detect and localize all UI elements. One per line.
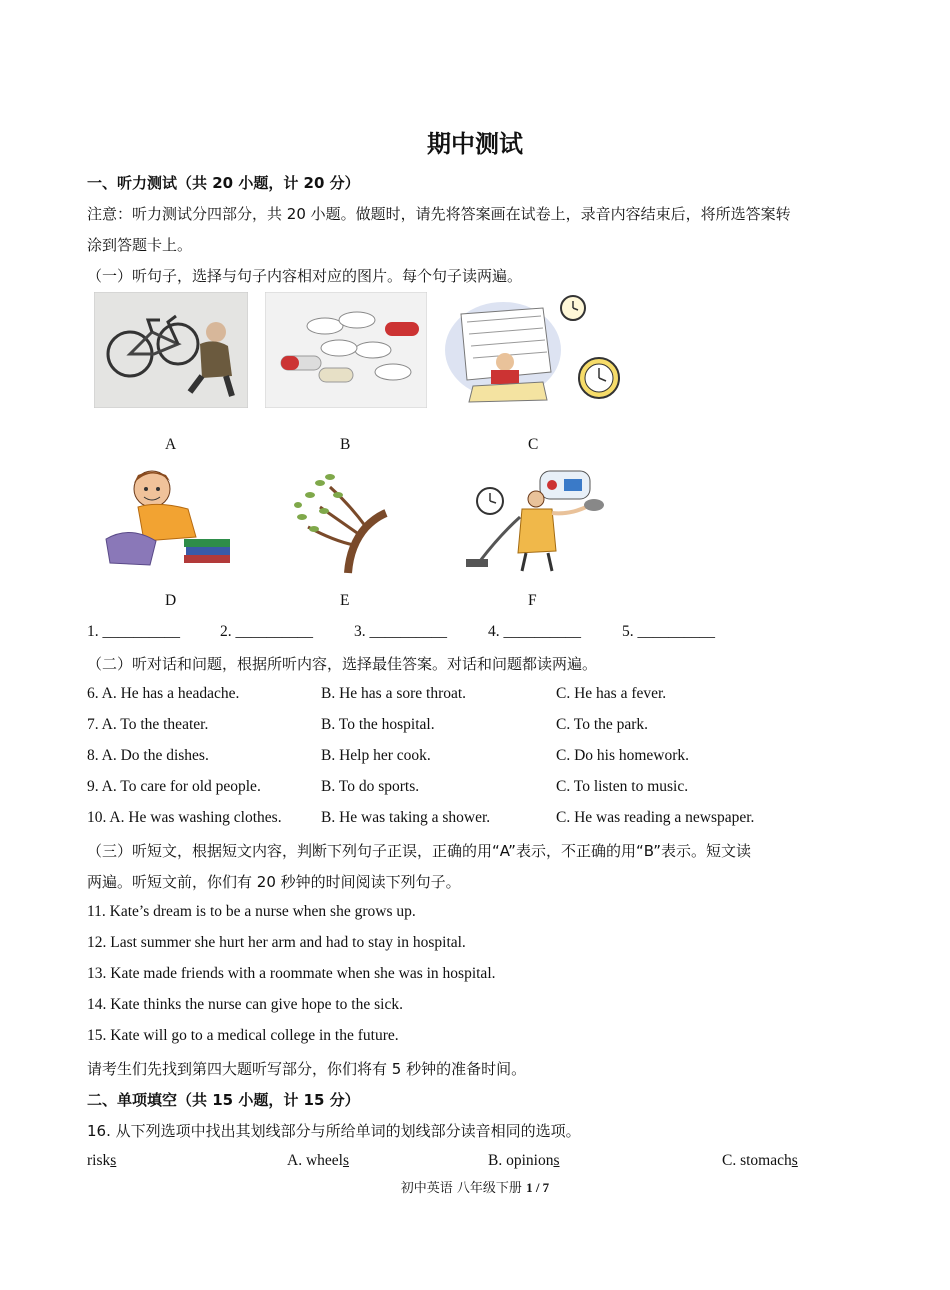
answer-blank-4[interactable]: 4. __________ bbox=[488, 623, 581, 640]
q16-option-a: A. wheels bbox=[287, 1152, 349, 1169]
answer-blank-2[interactable]: 2. __________ bbox=[220, 623, 313, 640]
statement-11: 11. Kate’s dream is to be a nurse when she grows up. bbox=[87, 903, 416, 920]
q6-option-b: B. He has a sore throat. bbox=[321, 685, 467, 702]
preparation-note: 请考生们先找到第四大题听写部分，你们将有 5 秒钟的准备时间。 bbox=[87, 1060, 527, 1078]
q10-option-c: C. He was reading a newspaper. bbox=[556, 809, 755, 826]
section1-heading: 一、听力测试（共 20 小题，计 20 分） bbox=[87, 174, 360, 192]
picture-label-a: A bbox=[165, 436, 177, 453]
q10-option-a: 10. A. He was washing clothes. bbox=[87, 809, 282, 826]
part3-instruction-line2: 两遍。听短文前，你们有 20 秒钟的时间阅读下列句子。 bbox=[87, 873, 461, 891]
statement-12: 12. Last summer she hurt her arm and had to stay in hospital. bbox=[87, 934, 466, 951]
picture-c-papers-clocks bbox=[443, 292, 623, 408]
picture-label-b: B bbox=[340, 436, 351, 453]
q16-given-word: risks bbox=[87, 1152, 117, 1169]
q8-option-a: 8. A. Do the dishes. bbox=[87, 747, 209, 764]
statement-15: 15. Kate will go to a medical college in the future. bbox=[87, 1027, 399, 1044]
page-footer: 初中英语 八年级下册 1 / 7 bbox=[400, 1180, 550, 1196]
statement-14: 14. Kate thinks the nurse can give hope to the sick. bbox=[87, 996, 403, 1013]
q8-option-c: C. Do his homework. bbox=[556, 747, 690, 764]
q16-instruction: 16. 从下列选项中找出其划线部分与所给单词的划线部分读音相同的选项。 bbox=[87, 1122, 581, 1140]
q6-option-a: 6. A. He has a headache. bbox=[87, 685, 240, 702]
answer-blank-3[interactable]: 3. __________ bbox=[354, 623, 447, 640]
part2-instruction: （二）听对话和问题，根据所听内容，选择最佳答案。对话和问题都读两遍。 bbox=[87, 655, 598, 673]
part1-instruction: （一）听句子，选择与句子内容相对应的图片。每个句子读两遍。 bbox=[87, 267, 523, 285]
listening-note-line2: 涂到答题卡上。 bbox=[87, 236, 193, 254]
q10-option-b: B. He was taking a shower. bbox=[321, 809, 491, 826]
q7-option-b: B. To the hospital. bbox=[321, 716, 435, 733]
q6-option-c: C. He has a fever. bbox=[556, 685, 667, 702]
q7-option-c: C. To the park. bbox=[556, 716, 649, 733]
q16-option-c: C. stomachs bbox=[722, 1152, 798, 1169]
q9-option-c: C. To listen to music. bbox=[556, 778, 689, 795]
q8-option-b: B. Help her cook. bbox=[321, 747, 431, 764]
q16-option-b: B. opinions bbox=[488, 1152, 560, 1169]
page-title: 期中测试 bbox=[427, 130, 523, 158]
picture-label-c: C bbox=[528, 436, 539, 453]
picture-f-busy-woman bbox=[460, 465, 610, 575]
statement-13: 13. Kate made friends with a roommate when she was in hospital. bbox=[87, 965, 496, 982]
picture-d-boy-clothes bbox=[100, 465, 236, 575]
q9-option-a: 9. A. To care for old people. bbox=[87, 778, 261, 795]
q7-option-a: 7. A. To the theater. bbox=[87, 716, 209, 733]
picture-b-pills bbox=[265, 292, 427, 408]
section2-heading: 二、单项填空（共 15 小题，计 15 分） bbox=[87, 1091, 360, 1109]
page-number: 1 / 7 bbox=[526, 1180, 550, 1195]
picture-label-f: F bbox=[528, 592, 537, 609]
listening-note-line1: 注意：听力测试分四部分，共 20 小题。做题时，请先将答案画在试卷上，录音内容结束后，将所选答案转 bbox=[87, 205, 791, 223]
part3-instruction-line1: （三）听短文，根据短文内容，判断下列句子正误，正确的用“A”表示，不正确的用“B”表示。短文读 bbox=[87, 842, 751, 860]
picture-label-d: D bbox=[165, 592, 177, 609]
answer-blank-1[interactable]: 1. __________ bbox=[87, 623, 180, 640]
picture-label-e: E bbox=[340, 592, 350, 609]
answer-blank-5[interactable]: 5. __________ bbox=[622, 623, 715, 640]
picture-a-bike-repair bbox=[94, 292, 248, 408]
picture-e-windy-tree bbox=[290, 465, 390, 575]
q9-option-b: B. To do sports. bbox=[321, 778, 420, 795]
